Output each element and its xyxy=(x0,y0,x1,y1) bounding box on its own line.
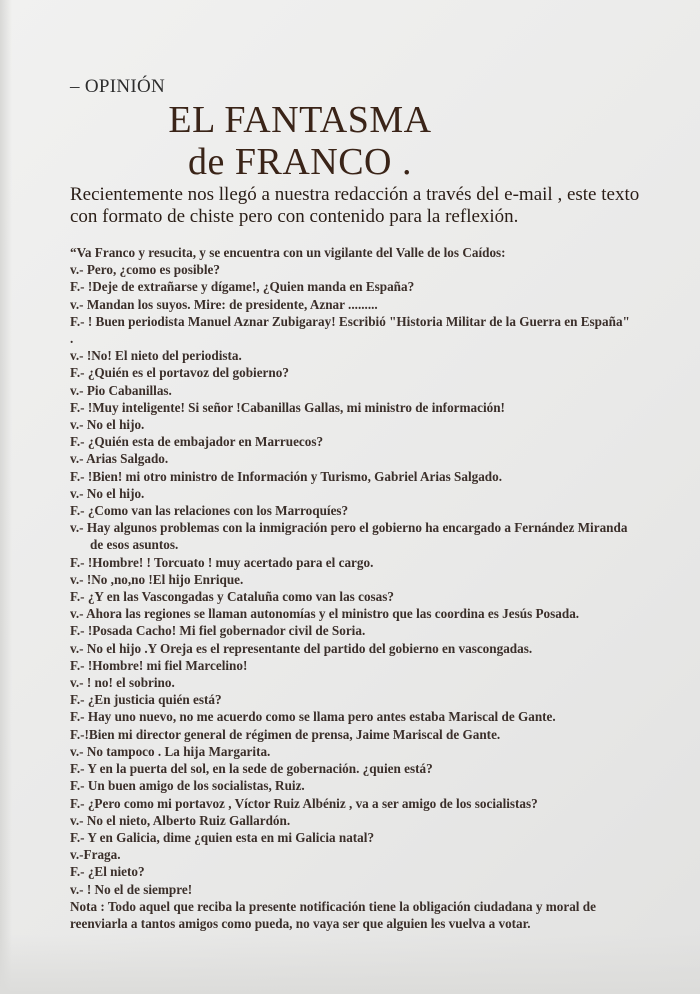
intro-line-1: Recientemente nos llegó a nuestra redacción a través del e-mail , este texto xyxy=(70,184,640,205)
dialogue-line: v.- Pio Cabanillas. xyxy=(70,382,172,398)
dialogue-line: v.- No el hijo. xyxy=(70,485,145,501)
dialogue-line: F.- ¿En justicia quién está? xyxy=(70,692,222,708)
dialogue-line: v.- ! no! el sobrino. xyxy=(70,675,175,691)
dialogue-line: v.- No el nieto, Alberto Ruiz Gallardón. xyxy=(70,812,291,828)
dialogue-line: F.- ! Buen periodista Manuel Aznar Zubigaray! Escribió "Historia Militar de la Guerra en España" . xyxy=(70,313,630,347)
dialogue-line: v.- Hay algunos problemas con la inmigración pero el gobierno ha encargado a Fernández Miranda xyxy=(70,520,628,536)
page-shadow-bottom xyxy=(0,934,700,994)
dialogue-line: F.- Un buen amigo de los socialistas, Ruiz. xyxy=(70,778,305,794)
dialogue-line: de esos asuntos. xyxy=(90,537,179,553)
dialogue-line: v.- !No! El nieto del periodista. xyxy=(70,348,242,364)
dialogue-line: F.- !Bien! mi otro ministro de Información y Turismo, Gabriel Arias Salgado. xyxy=(70,468,503,484)
note-line: reenviarla a tantos amigos como pueda, no vaya ser que alguien les vuelva a votar. xyxy=(70,915,531,931)
dialogue-line: v.- ! No el de siempre! xyxy=(70,881,193,897)
dialogue-line: F.- Y en Galicia, dime ¿quien esta en mi Galicia natal? xyxy=(70,829,375,845)
title-line-2: de FRANCO . xyxy=(187,141,413,183)
dialogue-line: F.-!Bien mi director general de régimen de prensa, Jaime Mariscal de Gante. xyxy=(70,726,501,742)
dialogue-line: F.- ¿Pero como mi portavoz , Víctor Ruiz Albéniz , va a ser amigo de los socialistas? xyxy=(70,795,538,811)
dialogue-line: F.- !Deje de extrañarse y dígame!, ¿Quien manda en España? xyxy=(70,279,415,295)
note-line: Nota : Todo aquel que reciba la presente notificación tiene la obligación ciudadana y moral de xyxy=(70,898,596,914)
dialogue-line: F.- ¿Como van las relaciones con los Marroquíes? xyxy=(70,503,349,519)
dialogue-line: v.- Mandan los suyos. Mire: de presidente, Aznar ......... xyxy=(70,296,378,312)
dialogue-line: v.- Ahora las regiones se llaman autonomías y el ministro que las coordina es Jesús Posada. xyxy=(70,606,580,622)
dialogue-line: F.- !Posada Cacho! Mi fiel gobernador civil de Soria. xyxy=(70,623,366,639)
dialogue-line: F.- !Hombre! ! Torcuato ! muy acertado para el cargo. xyxy=(70,554,374,570)
dialogue-line: v.- Arias Salgado. xyxy=(70,451,169,467)
section-label: – OPINIÓN xyxy=(70,76,166,97)
dialogue-line: “Va Franco y resucita, y se encuentra con un vigilante del Valle de los Caídos: xyxy=(70,245,506,260)
dialogue-line: v.- !No ,no,no !El hijo Enrique. xyxy=(70,571,244,587)
dialogue-line: F.- !Hombre! mi fiel Marcelino! xyxy=(70,657,248,673)
dialogue-line: F.- Hay uno nuevo, no me acuerdo como se llama pero antes estaba Mariscal de Gante. xyxy=(70,709,556,725)
intro-line-2: con formato de chiste pero con contenido para la reflexión. xyxy=(70,206,519,227)
dialogue-line: F.- ¿Quién esta de embajador en Marruecos? xyxy=(70,434,324,450)
dialogue-line: v.- No tampoco . La hija Margarita. xyxy=(70,743,271,759)
dialogue-line: F.- ¿Y en las Vascongadas y Cataluña como van las cosas? xyxy=(70,589,394,605)
dialogue-line: v.- No el hijo. xyxy=(70,417,145,433)
intro-paragraph xyxy=(70,184,650,228)
dialogue-line: F.- Y en la puerta del sol, en la sede de gobernación. ¿quien está? xyxy=(70,761,433,777)
dialogue-line: F.- ¿El nieto? xyxy=(70,864,145,880)
dialogue-line: F.- ¿Quién es el portavoz del gobierno? xyxy=(70,365,289,381)
title-line-1: EL FANTASMA xyxy=(168,99,432,141)
dialogue-line: v.- Pero, ¿como es posible? xyxy=(70,262,220,278)
dialogue-line: v.-Fraga. xyxy=(70,847,121,863)
dialogue-line: F.- !Muy inteligente! Si señor !Cabanillas Gallas, mi ministro de información! xyxy=(70,399,505,415)
dialogue-line: v.- No el hijo .Y Oreja es el representante del partido del gobierno en vascongadas. xyxy=(70,640,533,656)
dialogue-text xyxy=(70,244,636,932)
